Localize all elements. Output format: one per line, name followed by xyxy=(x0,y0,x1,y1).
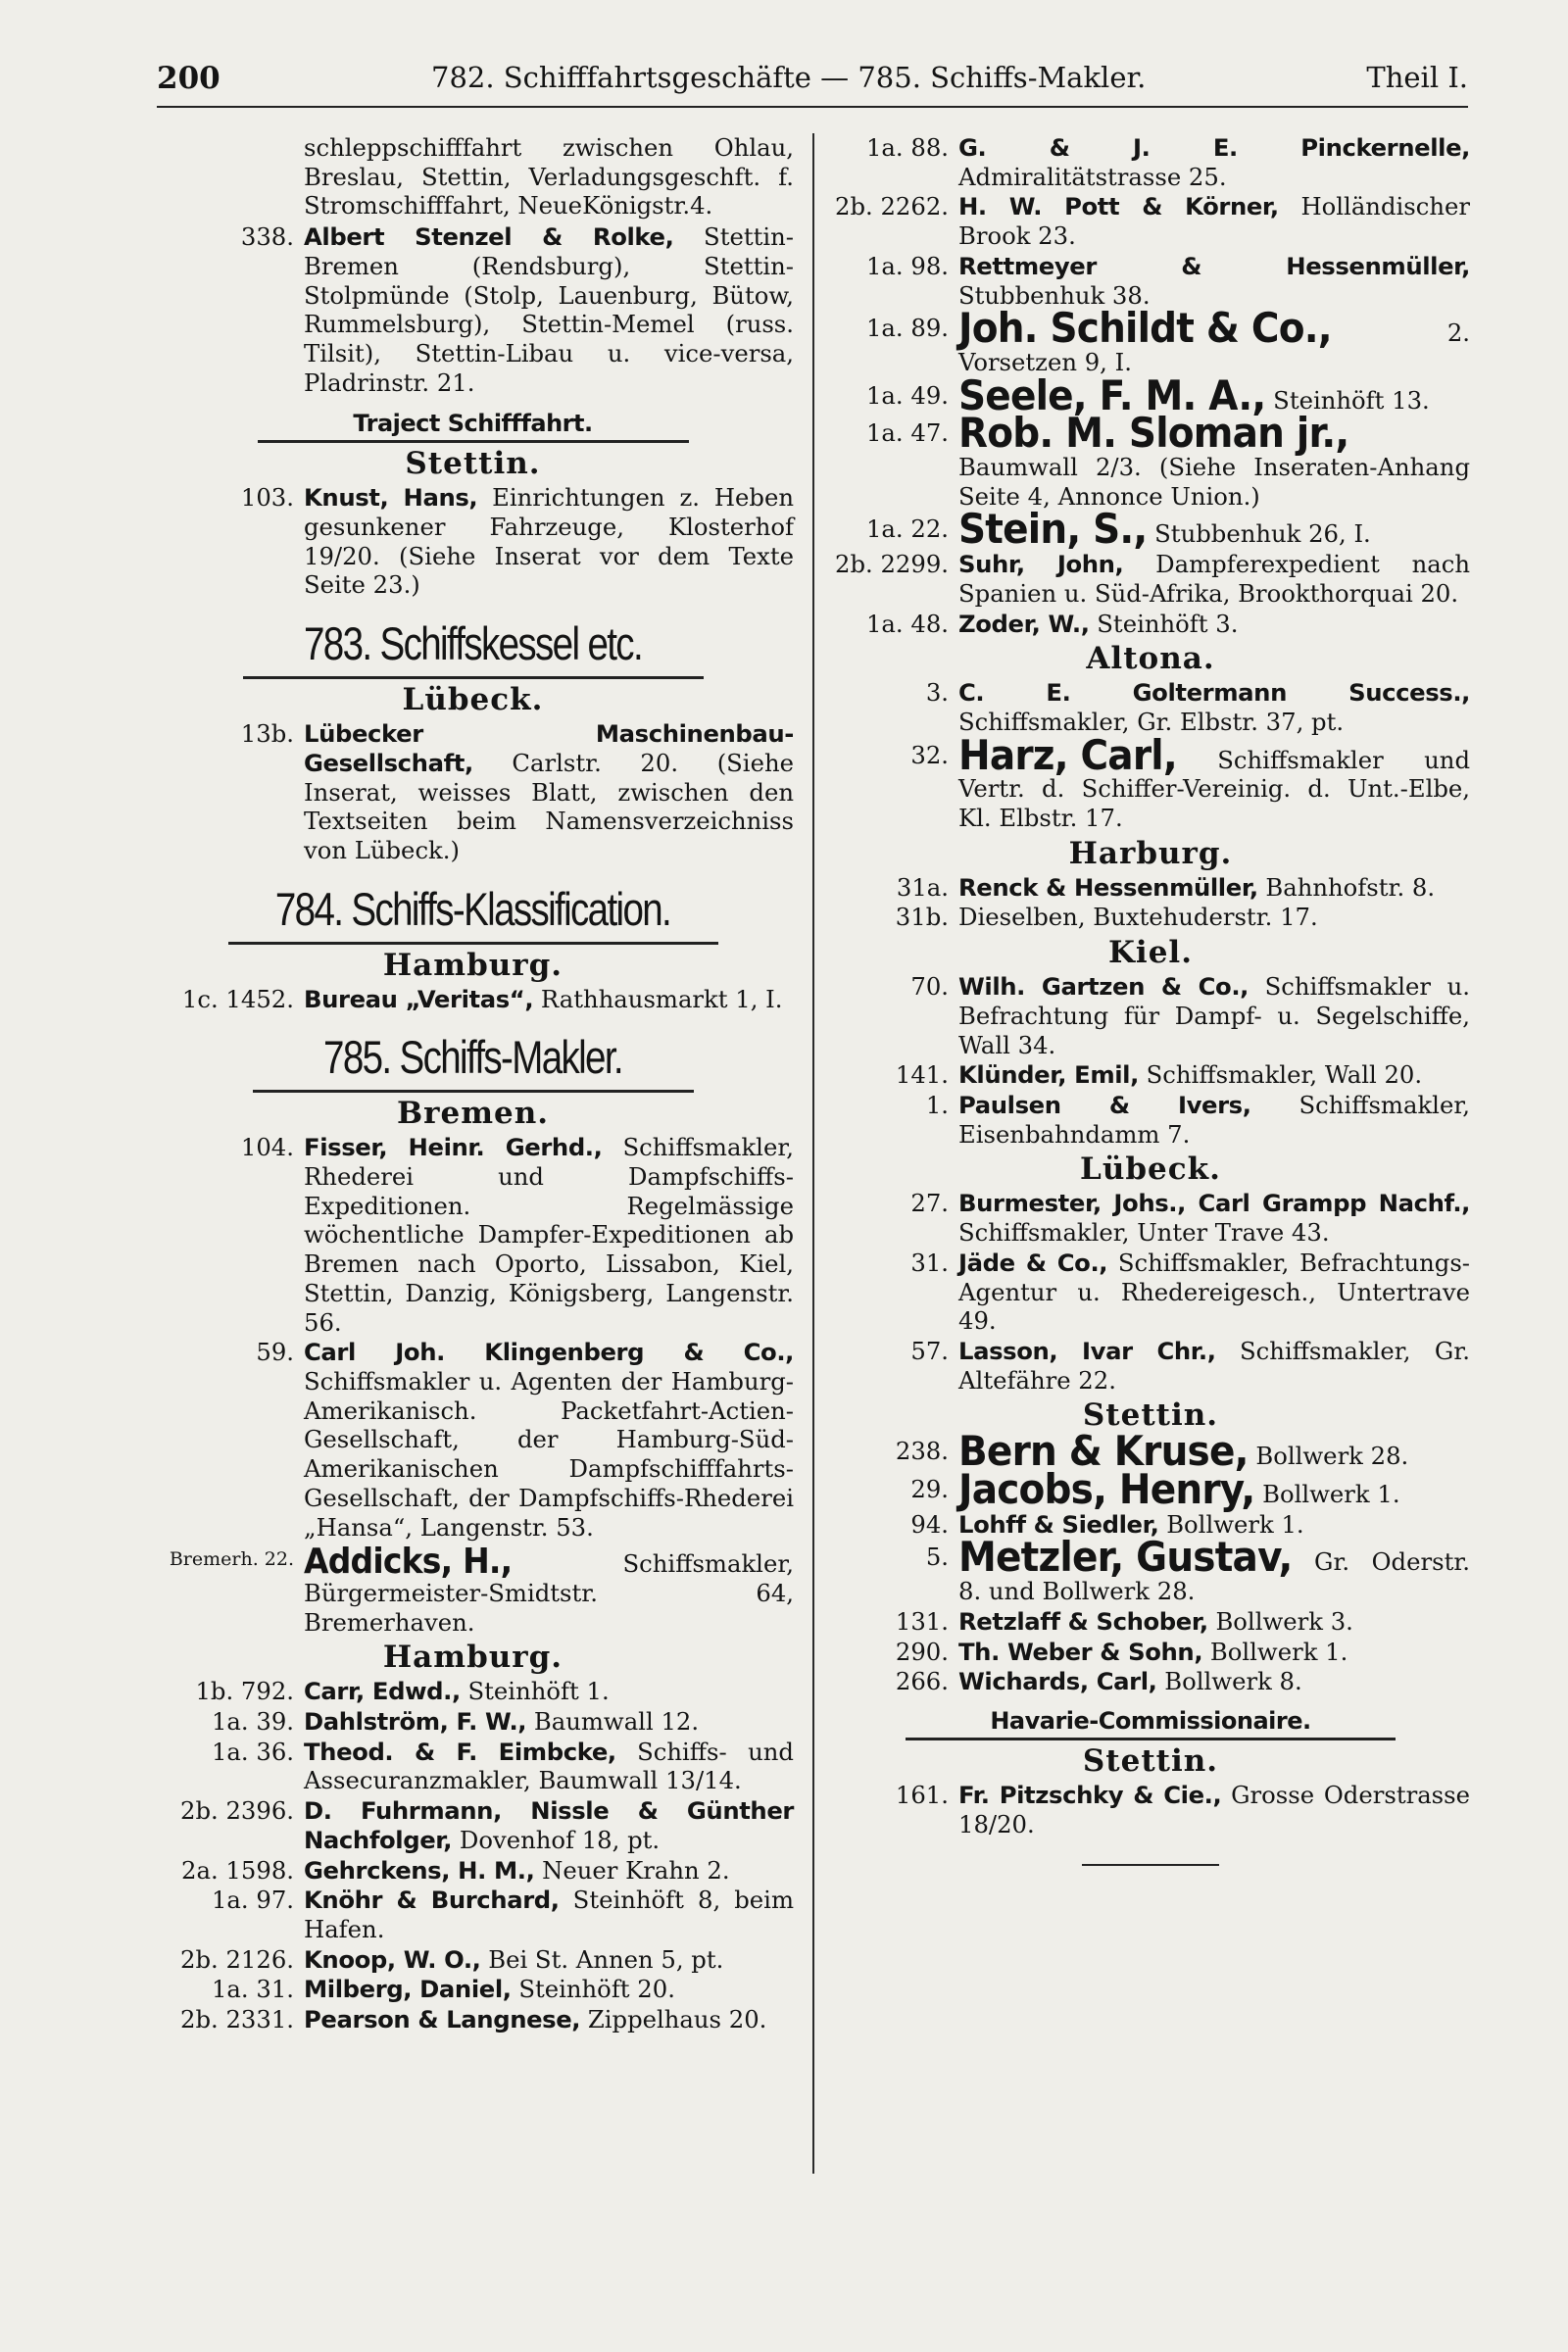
list-item: 1a. 47. Rob. M. Sloman jr., Baumwall 2/3. (Siehe Inseraten-Anhang Seite 4, Annonce Union.) xyxy=(865,410,1470,511)
list-item: 1a. 49. Seele, F. M. A., Steinhöft 13. xyxy=(865,371,1430,420)
list-item: 13b. Lübecker Maschinenbau-Gesellschaft, Carlstr. 20. (Siehe Inserat, weisses Blatt, zwischen den Textseiten beim Namensverzeichniss von Lübeck.) xyxy=(240,719,794,864)
city-heading: Stettin. xyxy=(1082,1742,1219,1779)
list-item: 131. Retzlaff & Schober, Bollwerk 3. xyxy=(895,1606,1353,1636)
list-item: 103. Knust, Hans, Einrichtungen z. Heben gesunkener Fahrzeuge, Klosterhof 19/20. (Siehe Inserat vor dem Texte Seite 23.) xyxy=(240,483,795,600)
part-label: Theil I. xyxy=(1366,61,1468,94)
city-heading: Hamburg. xyxy=(382,947,564,983)
list-item: 94. Lohff & Siedler, Bollwerk 1. xyxy=(910,1509,1304,1539)
list-item: 32. Harz, Carl, Schiffsmakler und Vertr. d. Schiffer-Vereinig. d. Unt.-Elbe, Kl. Elbstr. 17. xyxy=(910,731,1470,833)
list-item: 141. Klünder, Emil, Schiffsmakler, Wall 20. xyxy=(895,1060,1423,1090)
list-item: 29. Jacobs, Henry, Bollwerk 1. xyxy=(910,1466,1400,1514)
list-item: 59. Carl Joh. Klingenberg & Co., Schiffsmakler u. Agenten der Hamburg-Amerikanisch. Packetfahrt-Actien-Gesellschaft, der Hamburg-Süd-Amerikanischen Dampfschifffahrts-Gesellschaft, der Dampfschiffs-Rhederei „Hansa“, Langenstr. 53. xyxy=(256,1338,794,1542)
city-heading: Stettin. xyxy=(405,446,541,482)
section-rule xyxy=(228,942,718,945)
list-item: 5. Metzler, Gustav, Gr. Oderstr. 8. und Bollwerk 28. xyxy=(925,1534,1470,1606)
section-title: 784. Schiffs-Klassification. xyxy=(274,882,671,935)
list-item: 2b. 2262. H. W. Pott & Körner, Holländischer Brook 23. xyxy=(834,192,1470,251)
list-item: 1a. 88. G. & J. E. Pinckernelle, Admiralitätstrasse 25. xyxy=(865,133,1470,191)
list-item: 2b. 2126. Knoop, W. O., Bei St. Annen 5, pt. xyxy=(179,1944,724,1974)
city-heading: Harburg. xyxy=(1068,835,1233,871)
section-rule xyxy=(906,1738,1396,1740)
section-title: 785. Schiffs-Makler. xyxy=(323,1031,622,1084)
city-heading: Bremen. xyxy=(396,1096,550,1132)
subsection-title: Havarie-Commissionaire. xyxy=(990,1706,1311,1735)
list-item: 238. Bern & Kruse, Bollwerk 28. xyxy=(895,1428,1409,1477)
page-header xyxy=(157,61,1468,106)
column-divider xyxy=(812,133,814,2174)
list-item: 1c. 1452. Bureau „Veritas“, Rathhausmarkt 1, I. xyxy=(181,984,783,1013)
header-rule xyxy=(157,106,1468,108)
page-number: 200 xyxy=(157,61,220,96)
list-item: Bremerh. 22. Addicks, H., Schiffsmakler, Bürgermeister-Smidtstr. 64, Bremerhaven. xyxy=(169,1540,794,1637)
list-item: 1. Paulsen & Ivers, Schiffsmakler, Eisenbahndamm 7. xyxy=(925,1090,1470,1149)
list-item: 2a. 1598. Gehrckens, H. M., Neuer Krahn 2. xyxy=(181,1855,730,1885)
left-column xyxy=(152,133,794,2035)
list-item: 2b. 2331. Pearson & Langnese, Zippelhaus 20. xyxy=(179,2005,767,2034)
list-item: 57. Lasson, Ivar Chr., Schiffsmakler, Gr. Altefähre 22. xyxy=(910,1336,1470,1395)
city-heading: Stettin. xyxy=(1082,1397,1219,1434)
end-rule xyxy=(1082,1864,1219,1866)
list-item: 2b. 2396. D. Fuhrmann, Nissle & Günther Nachfolger, Dovenhof 18, pt. xyxy=(179,1796,794,1854)
list-item: 338. Albert Stenzel & Rolke, Stettin-Bremen (Rendsburg), Stettin-Stolpmünde (Stolp, Lauenburg, Bütow, Rummelsburg), Stettin-Memel (russ. Tilsit), Stettin-Libau u. vice-versa, Pladrinstr. 21. xyxy=(240,222,794,397)
right-column xyxy=(831,133,1470,1866)
list-item: 1a. 97. Knöhr & Burchard, Steinhöft 8, beim Hafen. xyxy=(211,1886,794,1943)
list-item: 1a. 89. Joh. Schildt & Co., 2. Vorsetzen 9, I. xyxy=(865,305,1470,376)
list-item: 1b. 792. Carr, Edwd., Steinhöft 1. xyxy=(195,1677,610,1706)
list-item: 1a. 98. Rettmeyer & Hessenmüller, Stubbenhuk 38. xyxy=(865,251,1470,310)
section-rule xyxy=(253,1090,694,1093)
list-item: 266. Wichards, Carl, Bollwerk 8. xyxy=(895,1667,1302,1696)
list-item: 1a. 39. Dahlström, F. W., Baumwall 12. xyxy=(211,1707,700,1737)
list-item: 161. Fr. Pitzschky & Cie., Grosse Oderstrasse 18/20. xyxy=(895,1780,1471,1838)
list-item: 70. Wilh. Gartzen & Co., Schiffsmakler u. Befrachtung für Dampf- u. Segelschiffe, Wall 34. xyxy=(910,972,1470,1059)
continuation-text: schleppschifffahrt zwischen Ohlau, Breslau, Stettin, Verladungsgeschft. f. Stromschifffahrt, NeueKönigstr.4. xyxy=(304,133,794,220)
subsection-title: Traject Schifffahrt. xyxy=(353,410,593,438)
city-heading: Kiel. xyxy=(1107,935,1193,971)
running-title: 782. Schifffahrtsgeschäfte — 785. Schiffs-Makler. xyxy=(431,61,1147,94)
section-rule xyxy=(243,676,704,679)
list-item: 290. Th. Weber & Sohn, Bollwerk 1. xyxy=(895,1637,1348,1666)
section-title: 783. Schiffskessel etc. xyxy=(303,617,643,670)
list-item: 31. Jäde & Co., Schiffsmakler, Befrachtungs-Agentur u. Rhedereigesch., Untertrave 49. xyxy=(910,1248,1470,1336)
city-heading: Altona. xyxy=(1086,641,1215,677)
list-item: 1a. 22. Stein, S., Stubbenhuk 26, I. xyxy=(865,506,1371,555)
city-heading: Lübeck. xyxy=(402,682,544,718)
city-heading: Hamburg. xyxy=(382,1640,564,1676)
list-item: 1a. 31. Milberg, Daniel, Steinhöft 20. xyxy=(211,1975,675,2004)
city-heading: Lübeck. xyxy=(1080,1152,1221,1188)
section-rule xyxy=(258,440,689,443)
list-item: 27. Burmester, Johs., Carl Grampp Nachf., Schiffsmakler, Unter Trave 43. xyxy=(910,1189,1470,1248)
list-item: 3. C. E. Goltermann Success., Schiffsmakler, Gr. Elbstr. 37, pt. xyxy=(925,678,1470,736)
list-item: 31a. Renck & Hessenmüller, Bahnhofstr. 8. xyxy=(896,872,1436,902)
list-item: 2b. 2299. Suhr, John, Dampferexpedient nach Spanien u. Süd-Afrika, Brookthorquai 20. xyxy=(834,550,1470,608)
list-item: 31b. Dieselben, Buxtehuderstr. 17. xyxy=(895,903,1318,932)
list-item: 1a. 36. Theod. & F. Eimbcke, Schiffs- und Assecuranzmakler, Baumwall 13/14. xyxy=(211,1737,794,1795)
list-item: 104. Fisser, Heinr. Gerhd., Schiffsmakler, Rhederei und Dampfschiffs-Expeditionen. Regelmässige wöchentliche Dampfer-Expeditionen ab Bremen nach Oporto, Lissabon, Kiel, Stettin, Danzig, Königsberg, Langenstr. 56. xyxy=(240,1133,794,1337)
list-item: 1a. 48. Zoder, W., Steinhöft 3. xyxy=(865,609,1239,638)
